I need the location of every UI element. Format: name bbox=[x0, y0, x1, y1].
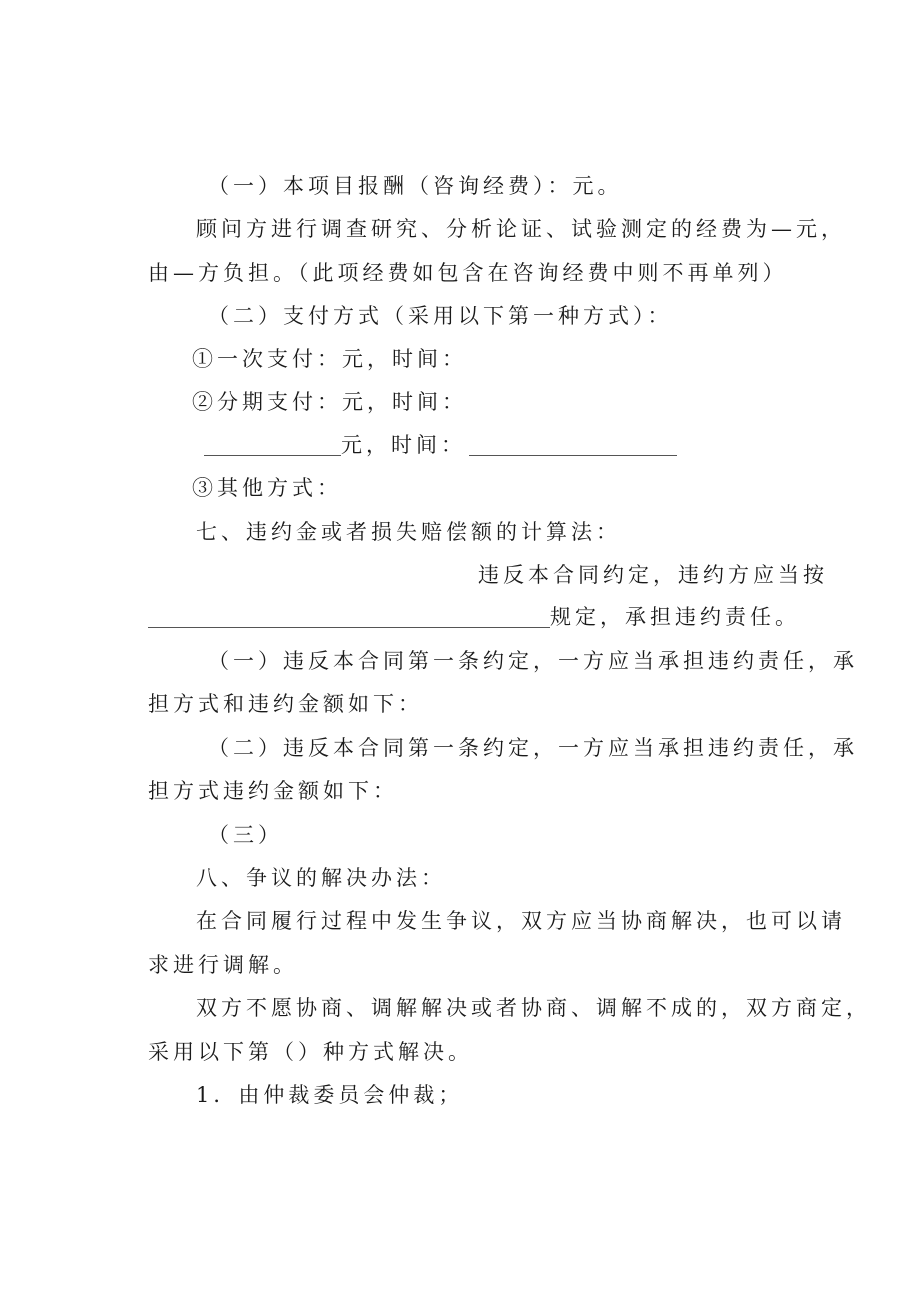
payment-option-1: ①一次支付：元，时间： bbox=[192, 347, 467, 371]
section-8-negotiation-cont: 求进行调解。 bbox=[148, 953, 298, 977]
section-7-1: （一）违反本合同第一条约定，一方应当承担违约责任，承 bbox=[208, 649, 858, 673]
section-7-2: （二）违反本合同第一条约定，一方应当承担违约责任，承 bbox=[208, 736, 858, 760]
section-7-breach-clause-cont: 规定，承担违约责任。 bbox=[550, 605, 800, 629]
paragraph-research-fee: 顾问方进行调查研究、分析论证、试验测定的经费为—元， bbox=[196, 217, 846, 241]
section-8-negotiation: 在合同履行过程中发生争议，双方应当协商解决，也可以请 bbox=[196, 909, 846, 933]
section-8-resolution: 双方不愿协商、调解解决或者协商、调解不成的，双方商定， bbox=[196, 996, 871, 1020]
section-8-heading: 八、争议的解决办法： bbox=[196, 866, 446, 890]
section-8-resolution-cont: 采用以下第（）种方式解决。 bbox=[148, 1040, 473, 1064]
blank-installment-amount bbox=[204, 455, 341, 456]
section-6-1-remuneration: （一）本项目报酬（咨询经费）：元。 bbox=[208, 174, 623, 198]
paragraph-research-fee-cont: 由—方负担。（此项经费如包含在咨询经费中则不再单列） bbox=[148, 261, 788, 285]
section-7-1-cont: 担方式和违约金额如下： bbox=[148, 692, 423, 716]
payment-option-3: ③其他方式： bbox=[192, 476, 342, 500]
section-7-3: （三） bbox=[208, 823, 283, 847]
payment-option-2-installment: 元，时间： bbox=[341, 433, 466, 457]
blank-breach-basis bbox=[148, 627, 550, 628]
section-8-option-1: 1．由仲裁委员会仲裁； bbox=[196, 1083, 464, 1107]
section-6-2-payment-method: （二）支付方式（采用以下第一种方式）： bbox=[208, 304, 673, 328]
section-7-heading: 七、违约金或者损失赔偿额的计算法： bbox=[196, 520, 621, 544]
payment-option-2: ②分期支付：元，时间： bbox=[192, 390, 467, 414]
blank-installment-time bbox=[469, 455, 677, 456]
section-7-breach-clause: 违反本合同约定，违约方应当按 bbox=[478, 563, 828, 587]
section-7-2-cont: 担方式违约金额如下： bbox=[148, 779, 398, 803]
